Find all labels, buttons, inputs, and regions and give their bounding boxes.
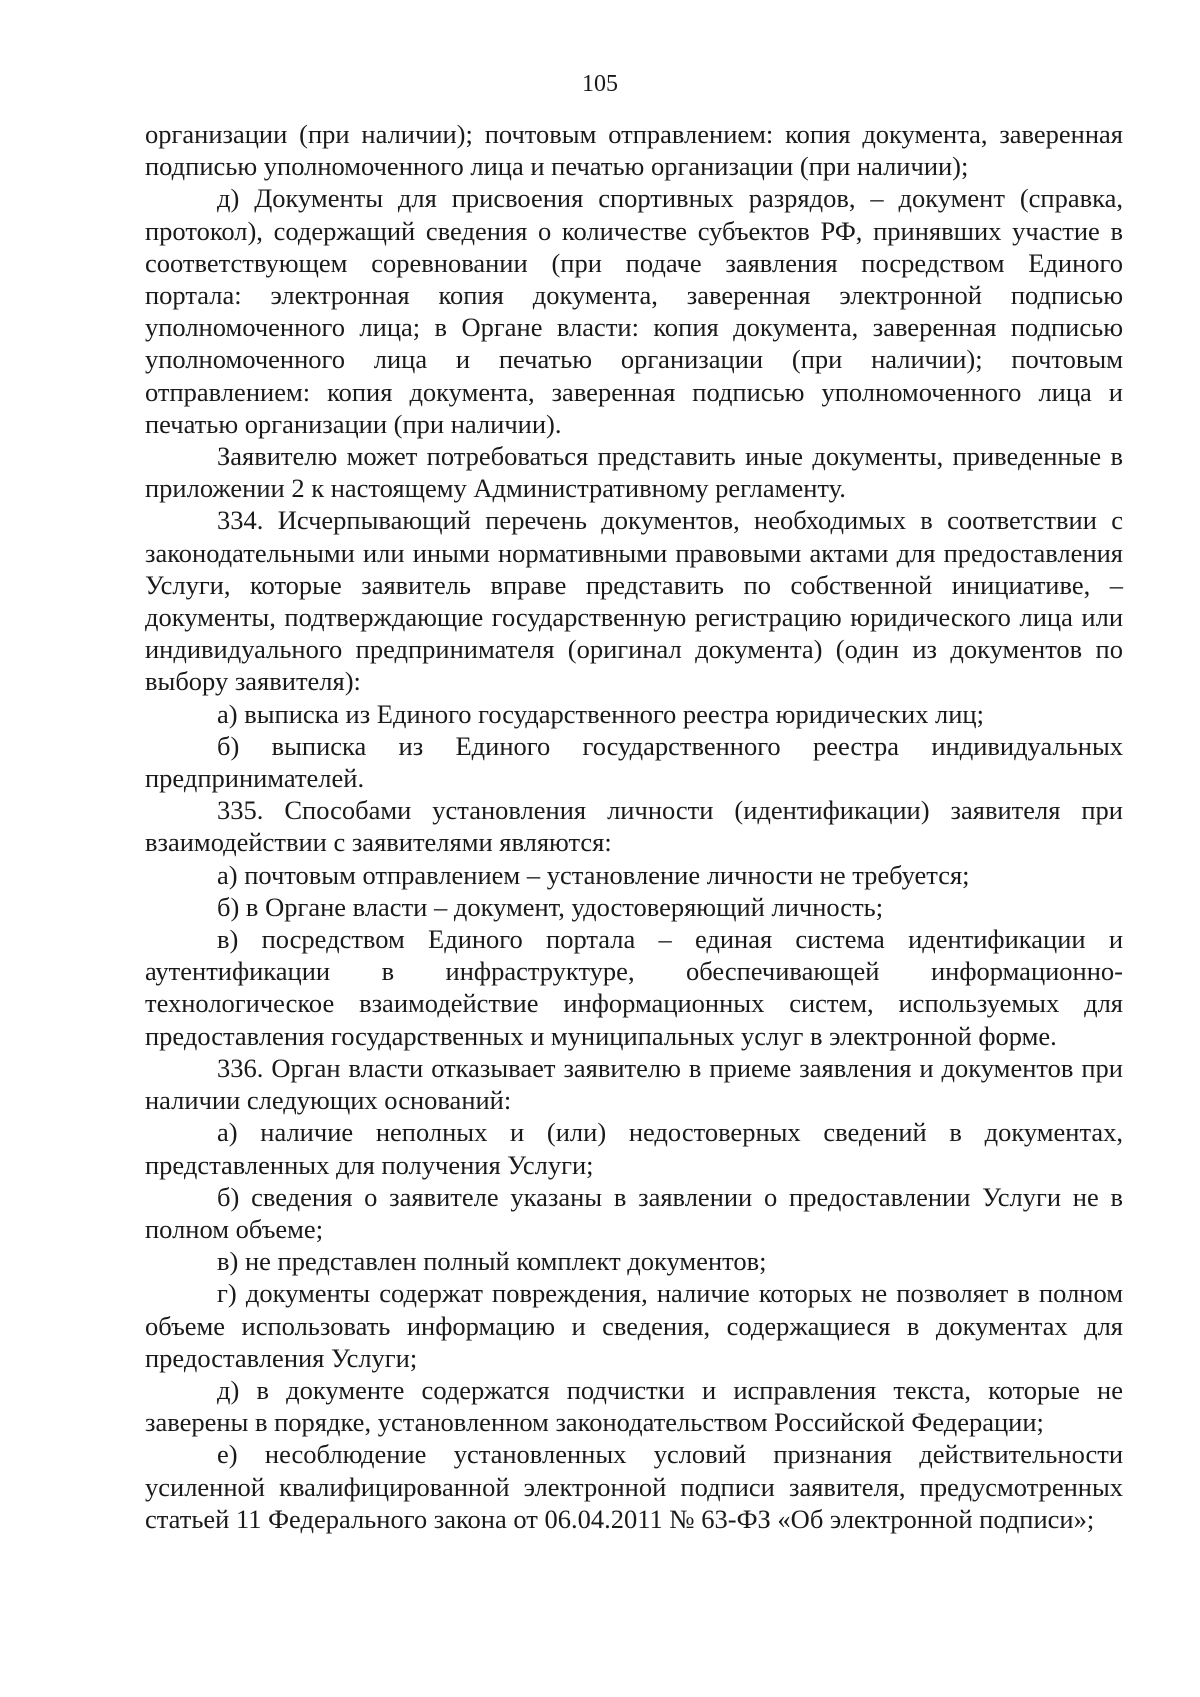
paragraph-item-d-sport-ranks: д) Документы для присвоения спортивных разрядов, – документ (справка, протокол), содержащий сведения о количестве субъектов РФ, принявших участие в соответствующем соревновании (при подаче заявления посредством Единого портала: электронная копия документа, заверенная электронной подписью уполномоченного лица; в Органе власти: копия документа, заверенная подписью уполномоченного лица и печатью организации (при наличии); почтовым отправлением: копия документа, заверенная подписью уполномоченного лица и печатью организации (при наличии). <box>145 183 1123 439</box>
page-number: 105 <box>582 71 618 97</box>
list-item-336-a: а) наличие неполных и (или) недостоверных сведений в документах, представленных для получения Услуги; <box>145 1117 1123 1180</box>
paragraph-continuation: организации (при наличии); почтовым отправлением: копия документа, заверенная подписью уполномоченного лица и печатью организации (при наличии); <box>145 119 1123 182</box>
paragraph-335: 335. Способами установления личности (идентификации) заявителя при взаимодействии с заявителями являются: <box>145 795 1123 858</box>
list-item-335-b: б) в Органе власти – документ, удостоверяющий личность; <box>217 891 884 922</box>
list-item-334-b: б) выписка из Единого государственного реестра индивидуальных предпринимателей. <box>145 730 1123 794</box>
list-item-336-e: е) несоблюдение установленных условий признания действительности усиленной квалифицированной электронной подписи заявителя, предусмотренных статьей 11 Федерального закона от 06.04.2011 № 63-ФЗ «Об электронной подписи»; <box>145 1439 1123 1534</box>
list-item-336-b: б) сведения о заявителе указаны в заявлении о предоставлении Услуги не в полном объеме; <box>145 1181 1123 1244</box>
list-item-334-a: а) выписка из Единого государственного реестра юридических лиц; <box>217 698 984 729</box>
paragraph-334: 334. Исчерпывающий перечень документов, необходимых в соответствии с законодательными или иными нормативными правовыми актами для предоставления Услуги, которые заявитель вправе представить по собственной инициативе, – документы, подтверждающие государственную регистрацию юридического лица или индивидуального предпринимателя (оригинал документа) (один из документов по выбору заявителя): <box>145 505 1123 697</box>
list-item-336-d: д) в документе содержатся подчистки и исправления текста, которые не заверены в порядке, установленном законодательством Российской Федерации; <box>145 1374 1123 1438</box>
paragraph-336: 336. Орган власти отказывает заявителю в приеме заявления и документов при наличии следующих оснований: <box>145 1052 1123 1116</box>
document-body <box>145 118 1123 1535</box>
paragraph-other-documents: Заявителю может потребоваться представить иные документы, приведенные в приложении 2 к настоящему Административному регламенту. <box>145 441 1123 504</box>
list-item-336-v: в) не представлен полный комплект документов; <box>217 1246 767 1277</box>
list-item-335-a: а) почтовым отправлением – установление личности не требуется; <box>217 859 970 890</box>
list-item-336-g: г) документы содержат повреждения, наличие которых не позволяет в полном объеме использовать информацию и сведения, содержащиеся в документах для предоставления Услуги; <box>145 1278 1123 1373</box>
list-item-335-v: в) посредством Единого портала – единая система идентификации и аутентификации в инфраструктуре, обеспечивающей информационно-технологическое взаимодействие информационных систем, используемых для предоставления государственных и муниципальных услуг в электронной форме. <box>145 924 1123 1051</box>
